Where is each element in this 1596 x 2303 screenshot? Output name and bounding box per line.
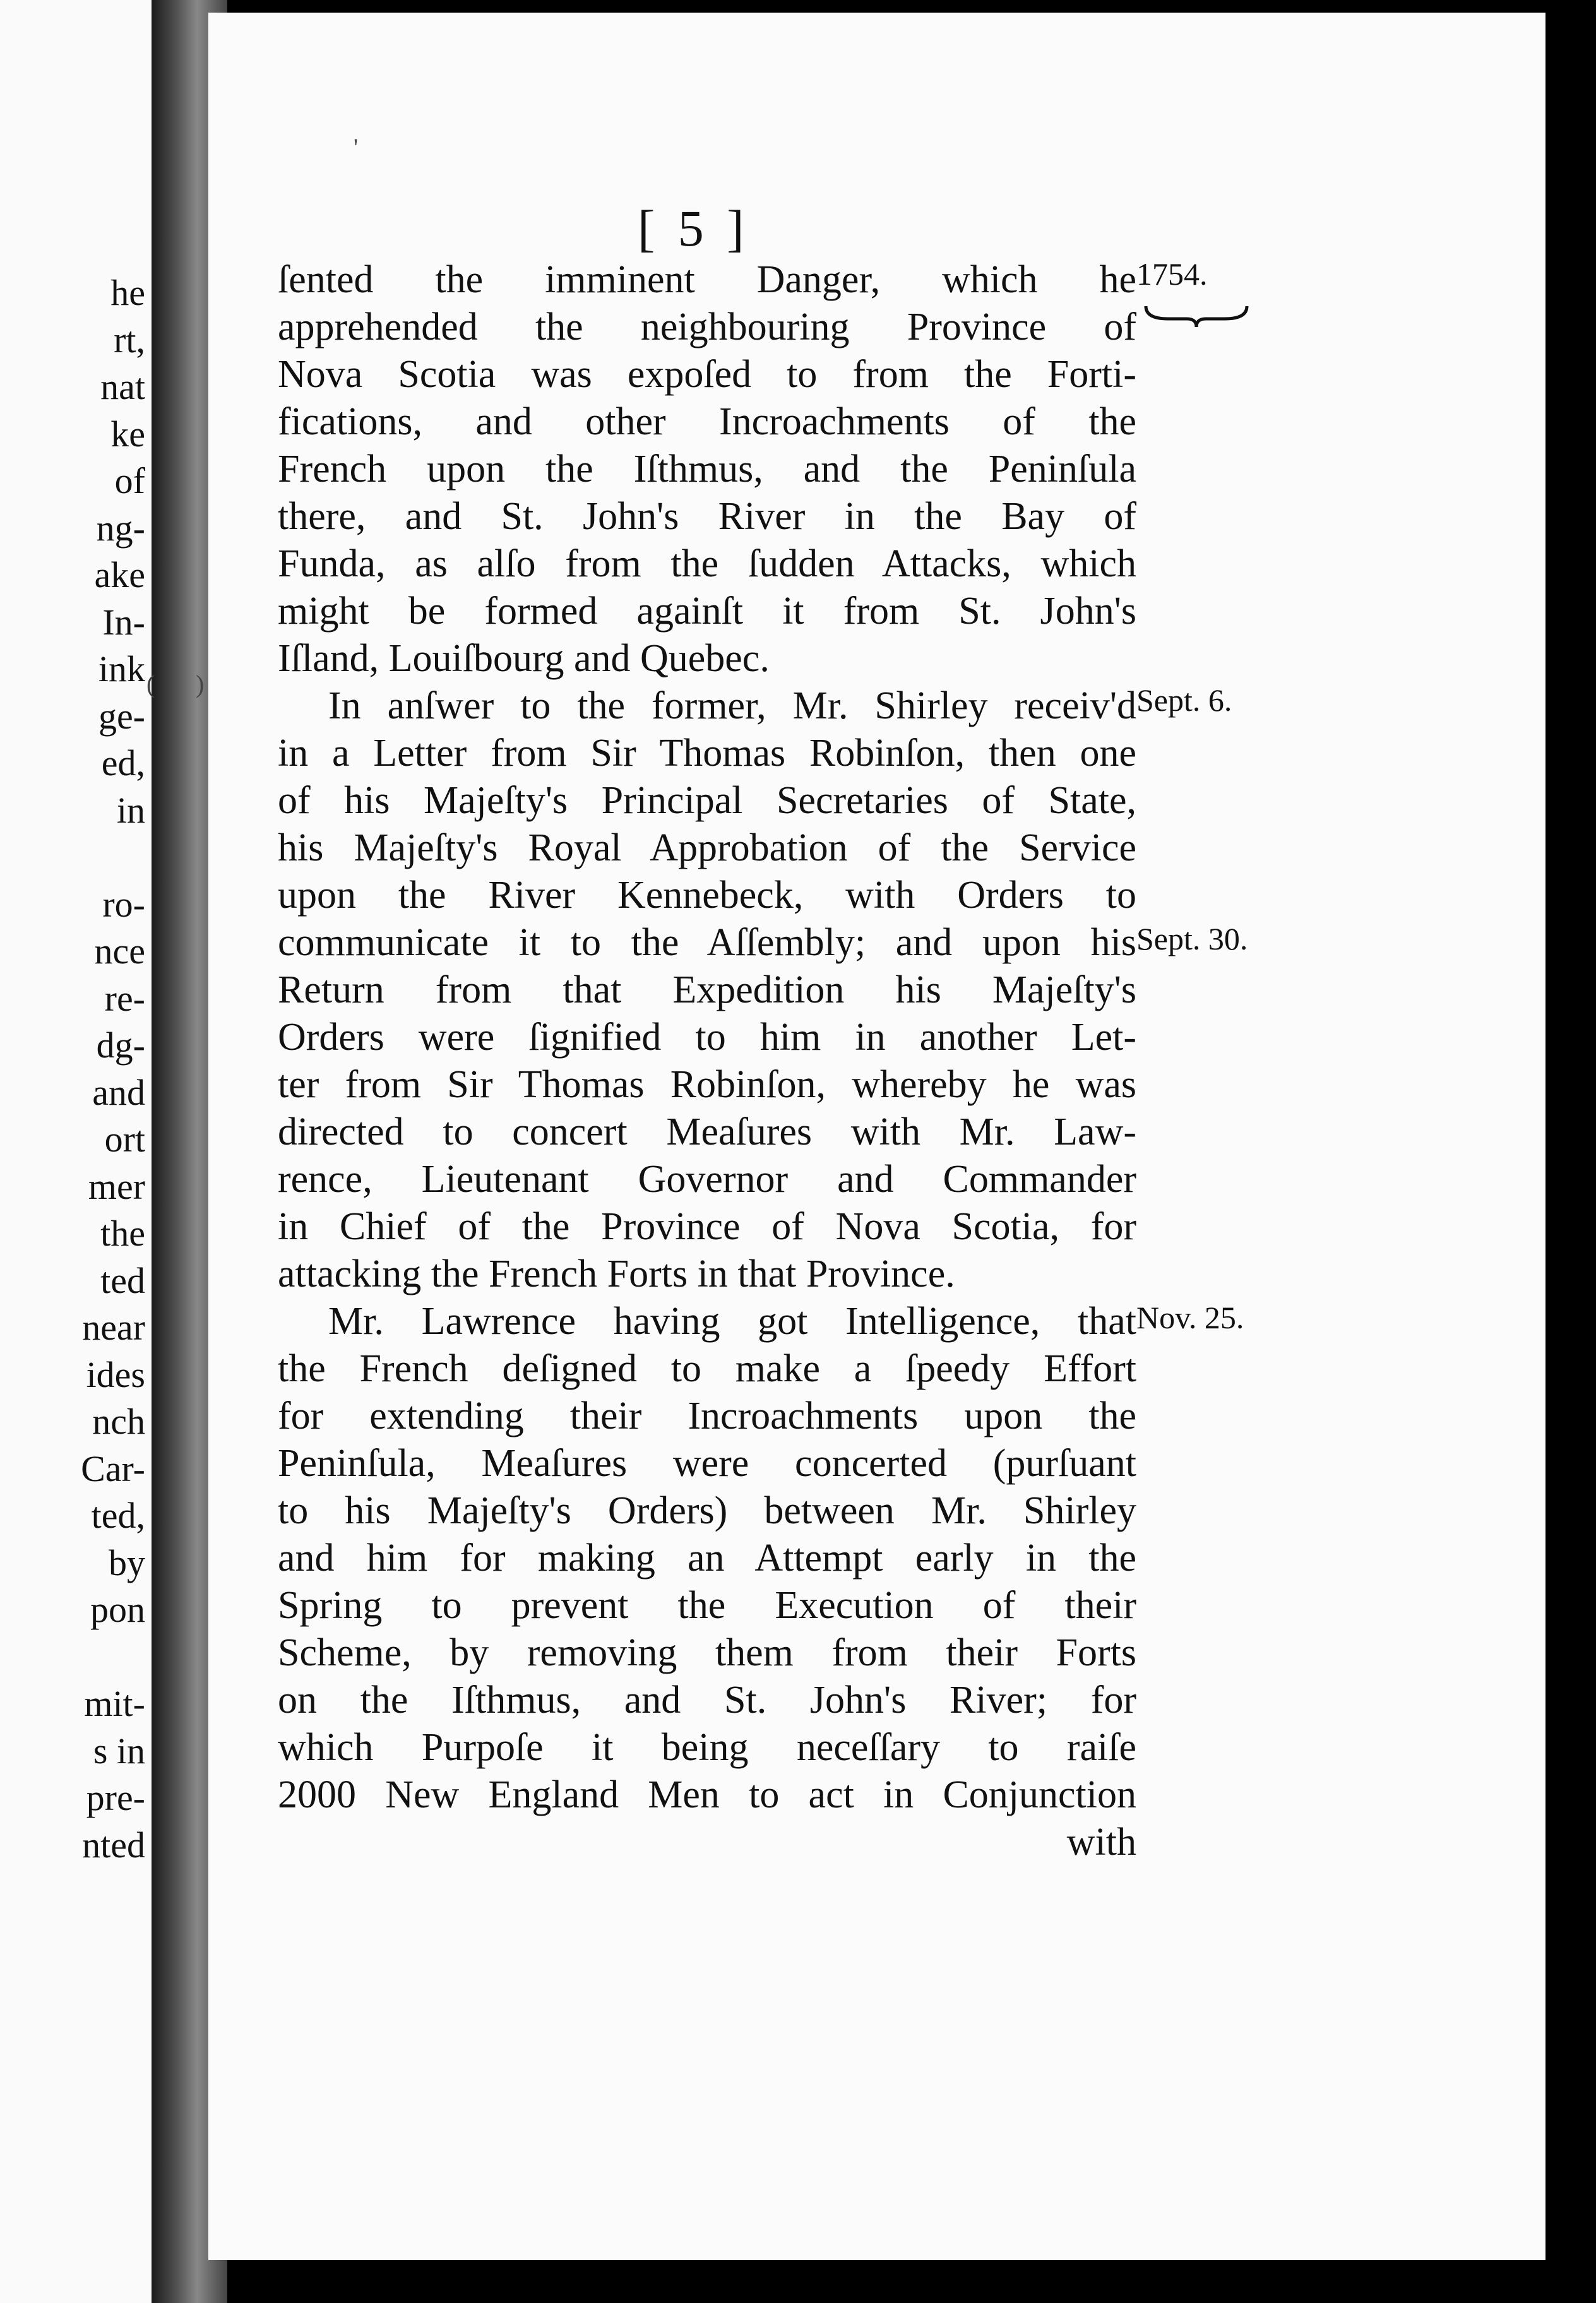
text-line: Return from that Expedition his Majeſty's xyxy=(278,968,1136,1011)
facing-page-fragment: nted xyxy=(82,1824,145,1866)
facing-page-fragment: ro- xyxy=(102,883,145,925)
facing-page-fragment: rt, xyxy=(114,319,145,360)
facing-page-fragment: near xyxy=(82,1307,145,1348)
facing-page-fragment: dg- xyxy=(96,1025,145,1066)
facing-page-fragment: ke xyxy=(110,413,145,455)
margin-note-sept6: Sept. 6. xyxy=(1136,682,1232,718)
text-line: in Chief of the Province of Nova Scotia, for xyxy=(278,1205,1136,1248)
text-line: on the Iſthmus, and St. John's River; for xyxy=(278,1679,1136,1722)
text-line: Mr. Lawrence having got Intelligence, that xyxy=(328,1300,1136,1343)
text-line: Peninſula, Meaſures were concerted (purſuant xyxy=(278,1442,1136,1485)
facing-page-fragment: re- xyxy=(104,977,145,1019)
text-line: with xyxy=(1066,1821,1136,1864)
facing-page-fragment: he xyxy=(110,272,145,313)
facing-page-fragment: and xyxy=(92,1071,145,1113)
facing-page-fragment: ge- xyxy=(98,695,145,737)
text-line: and him for making an Attempt early in the xyxy=(278,1537,1136,1580)
text-line: Nova Scotia was expoſed to from the Forti- xyxy=(278,353,1136,396)
text-line: upon the River Kennebeck, with Orders to xyxy=(278,874,1136,917)
facing-page-fragment: ort xyxy=(104,1119,145,1160)
facing-page-fragment: of xyxy=(114,460,145,501)
text-line: fications, and other Incroachments of the xyxy=(278,400,1136,443)
facing-page-fragment: ted xyxy=(100,1259,145,1301)
facing-page-fragment: ted, xyxy=(91,1495,145,1536)
facing-page-fragment: nch xyxy=(92,1401,145,1442)
page-number: [ 5 ] xyxy=(638,199,749,257)
text-line: 2000 New England Men to act in Conjunction xyxy=(278,1773,1136,1816)
ink-speck: ) xyxy=(196,670,205,698)
facing-page-fragment: nat xyxy=(100,366,145,407)
text-line: the French deſigned to make a ſpeedy Effort xyxy=(278,1347,1136,1390)
margin-note-year: 1754. xyxy=(1136,256,1208,292)
facing-page-fragment: the xyxy=(100,1213,145,1254)
facing-page xyxy=(0,0,152,2303)
facing-page-fragment: Car- xyxy=(81,1448,145,1489)
text-line: his Majeſty's Royal Approbation of the Service xyxy=(278,826,1136,869)
text-line: which Purpoſe it being neceſſary to raiſe xyxy=(278,1726,1136,1769)
text-line: Iſland, Louiſbourg and Quebec. xyxy=(278,637,770,680)
facing-page-fragment: nce xyxy=(94,931,145,972)
facing-page-fragment: ake xyxy=(94,554,145,595)
text-line: Orders were ſignified to him in another Let- xyxy=(278,1016,1136,1059)
facing-page-fragment: pre- xyxy=(86,1777,145,1818)
text-line: communicate it to the Aſſembly; and upon his xyxy=(278,921,1136,964)
facing-page-fragment: pon xyxy=(90,1589,145,1630)
text-line: in a Letter from Sir Thomas Robinſon, then one xyxy=(278,732,1136,775)
text-line: might be formed againſt it from St. John's xyxy=(278,590,1136,633)
facing-page-fragment: ng- xyxy=(96,507,145,549)
text-line: apprehended the neighbouring Province of xyxy=(278,306,1136,348)
text-line: French upon the Iſthmus, and the Peninſula xyxy=(278,448,1136,491)
facing-page-fragment: ink xyxy=(98,648,145,689)
margin-note-nov25: Nov. 25. xyxy=(1136,1300,1244,1335)
ink-speck: ' xyxy=(354,133,359,162)
text-line: Funda, as alſo from the ſudden Attacks, which xyxy=(278,542,1136,585)
ink-speck: ( xyxy=(146,670,155,698)
text-line: directed to concert Meaſures with Mr. Law- xyxy=(278,1110,1136,1153)
facing-page-fragment: In- xyxy=(102,601,145,643)
margin-note-sept30: Sept. 30. xyxy=(1136,921,1248,956)
text-line: ter from Sir Thomas Robinſon, whereby he was xyxy=(278,1063,1136,1106)
text-line: rence, Lieutenant Governor and Commander xyxy=(278,1158,1136,1201)
page-edge xyxy=(1545,0,1596,2303)
text-line: there, and St. John's River in the Bay of xyxy=(278,495,1136,538)
facing-page-fragment: by xyxy=(109,1542,145,1583)
text-line: for extending their Incroachments upon the xyxy=(278,1395,1136,1437)
facing-page-fragment: in xyxy=(116,789,145,831)
text-line: attacking the French Forts in that Province. xyxy=(278,1253,955,1295)
brace-mark xyxy=(1143,303,1250,328)
facing-page-fragment: mer xyxy=(88,1165,145,1207)
text-line: to his Majeſty's Orders) between Mr. Shirley xyxy=(278,1489,1136,1532)
text-line: In anſwer to the former, Mr. Shirley receiv'd xyxy=(328,684,1136,727)
text-line: Spring to prevent the Execution of their xyxy=(278,1584,1136,1627)
facing-page-fragment: ed, xyxy=(101,742,145,783)
text-line: ſented the imminent Danger, which he xyxy=(278,258,1136,301)
facing-page-fragment: mit- xyxy=(84,1683,145,1724)
text-line: of his Majeſty's Principal Secretaries of State, xyxy=(278,779,1136,822)
facing-page-fragment: s in xyxy=(93,1730,145,1771)
text-line: Scheme, by removing them from their Forts xyxy=(278,1631,1136,1674)
facing-page-fragment: ides xyxy=(86,1354,145,1395)
